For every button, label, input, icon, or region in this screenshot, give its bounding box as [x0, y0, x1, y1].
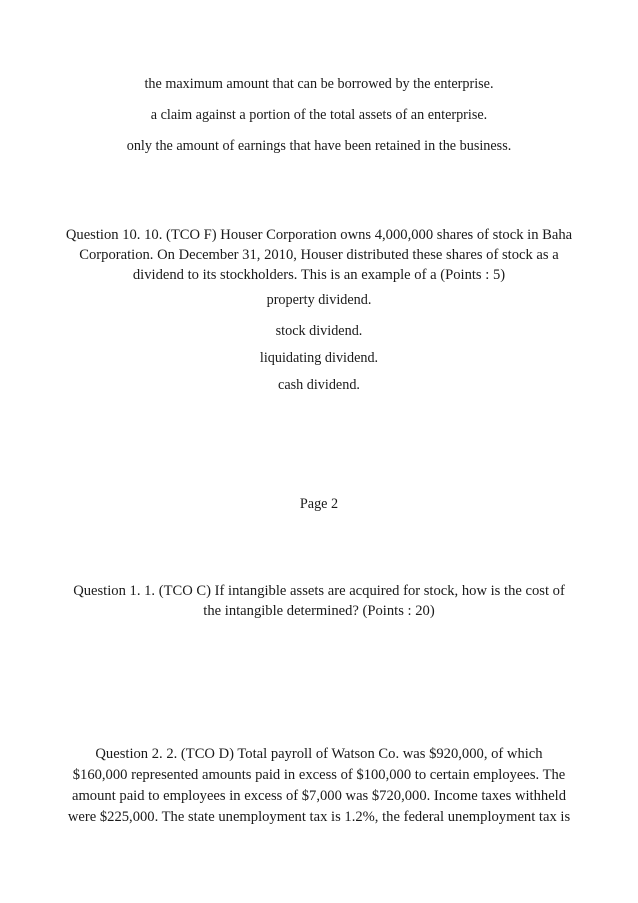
- question-10-line-3: dividend to its stockholders. This is an example of a (Points : 5): [132, 267, 506, 283]
- question-2-line-2: $160,000 represented amounts paid in excess of $100,000 to certain employees. The: [72, 767, 566, 783]
- question-10-option-cash-dividend[interactable]: cash dividend.: [278, 377, 360, 393]
- question-2-line-1: Question 2. 2. (TCO D) Total payroll of Watson Co. was $920,000, of which: [95, 746, 543, 762]
- question-10-option-stock-dividend[interactable]: stock dividend.: [275, 323, 363, 339]
- question-1-line-2: the intangible determined? (Points : 20): [203, 603, 435, 619]
- question-1-line-1: Question 1. 1. (TCO C) If intangible assets are acquired for stock, how is the cost of: [73, 583, 565, 599]
- question-10-line-2: Corporation. On December 31, 2010, Houser distributed these shares of stock as a: [79, 247, 559, 263]
- question-10-option-property-dividend[interactable]: property dividend.: [266, 292, 372, 308]
- prev-option-3[interactable]: only the amount of earnings that have been retained in the business.: [126, 138, 512, 154]
- prev-option-2[interactable]: a claim against a portion of the total assets of an enterprise.: [150, 107, 488, 123]
- prev-option-1[interactable]: the maximum amount that can be borrowed by the enterprise.: [144, 76, 494, 92]
- question-10-option-liquidating-dividend[interactable]: liquidating dividend.: [259, 350, 379, 366]
- page-label: Page 2: [299, 496, 339, 512]
- question-10-line-1: Question 10. 10. (TCO F) Houser Corporation owns 4,000,000 shares of stock in Baha: [65, 227, 573, 243]
- question-2-line-3: amount paid to employees in excess of $7,000 was $720,000. Income taxes withheld: [71, 788, 567, 804]
- question-2-line-4: were $225,000. The state unemployment tax is 1.2%, the federal unemployment tax is: [67, 809, 571, 825]
